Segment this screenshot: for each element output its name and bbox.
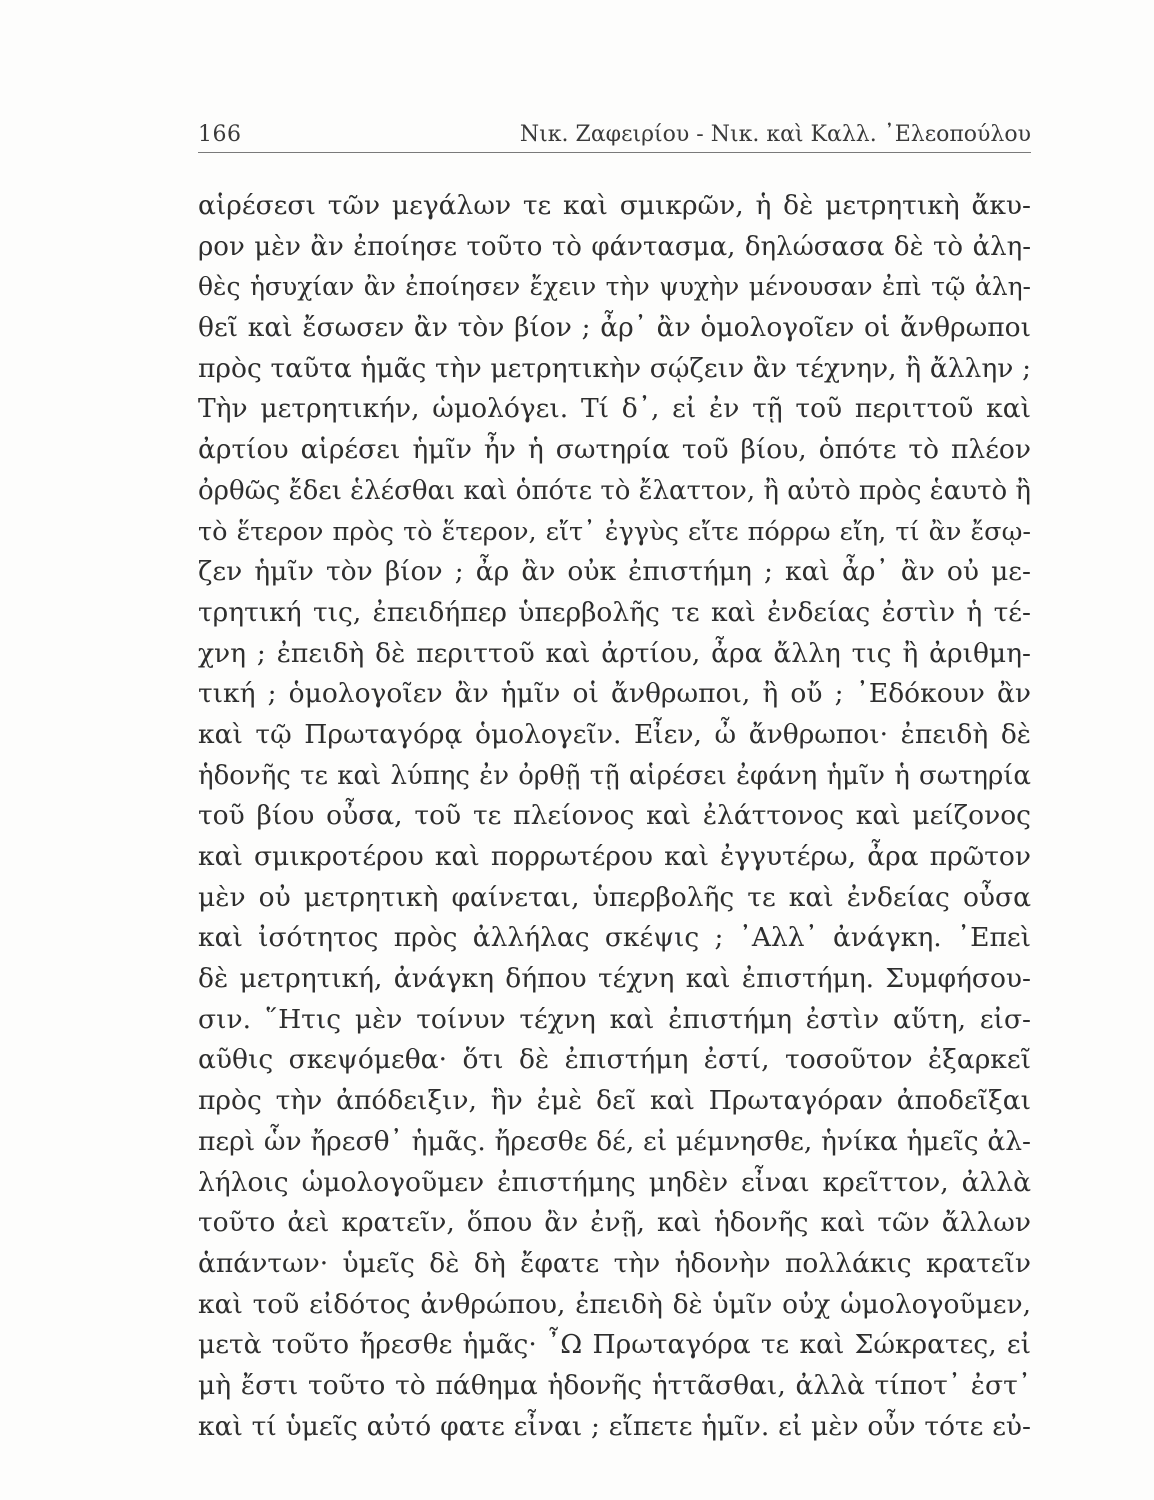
text-line: τική ; ὁμολογοῖεν ἂν ἡμῖν οἱ ἄνθρωποι, ἢ οὔ ; ᾿Εδόκουν ἂν: [198, 678, 1031, 710]
text-line: θὲς ἡσυχίαν ἂν ἐποίησεν ἔχειν τὴν ψυχὴν μένουσαν ἐπὶ τῷ ἀλη-: [198, 272, 1031, 302]
text-line: μὲν οὐ μετρητικὴ φαίνεται, ὑπερβολῆς τε καὶ ἐνδείας οὖσα: [198, 881, 1031, 913]
running-title: Νικ. Ζαφειρίου - Νικ. καὶ Καλλ. ᾿Ελεοπούλου: [519, 122, 1031, 147]
text-line: πρὸς ταῦτα ἡμᾶς τὴν μετρητικὴν σῴζειν ἂν τέχνην, ἢ ἄλλην ;: [198, 352, 1031, 384]
text-line: ἀρτίου αἱρέσει ἡμῖν ἦν ἡ σωτηρία τοῦ βίου, ὁπότε τὸ πλέον: [198, 434, 1031, 466]
text-line: λήλοις ὡμολογοῦμεν ἐπιστήμης μηδὲν εἶναι κρεῖττον, ἀλλὰ: [198, 1166, 1031, 1198]
text-line: τοῦ βίου οὖσα, τοῦ τε πλείονος καὶ ἐλάττονος καὶ μείζονος: [198, 800, 1031, 832]
text-line: μετὰ τοῦτο ἤρεσθε ἡμᾶς· ῏Ω Πρωταγόρα τε καὶ Σώκρατες, εἰ: [198, 1329, 1031, 1361]
text-line: θεῖ καὶ ἔσωσεν ἂν τὸν βίον ; ἆρ᾽ ἂν ὁμολογοῖεν οἱ ἄνθρωποι: [198, 312, 1031, 344]
text-line: ρον μὲν ἂν ἐποίησε τοῦτο τὸ φάντασμα, δηλώσασα δὲ τὸ ἀλη-: [198, 231, 1031, 262]
text-line: τρητική τις, ἐπειδήπερ ὑπερβολῆς τε καὶ ἐνδείας ἐστὶν ἡ τέ-: [198, 596, 1031, 628]
text-line: καὶ τῷ Πρωταγόρᾳ ὁμολογεῖν. Εἶεν, ὦ ἄνθρωποι· ἐπειδὴ δὲ: [198, 718, 1031, 750]
text-line: σιν. ῞Ητις μὲν τοίνυν τέχνη καὶ ἐπιστήμη ἐστὶν αὕτη, εἰσ-: [198, 1003, 1031, 1035]
text-line: καὶ τοῦ εἰδότος ἀνθρώπου, ἐπειδὴ δὲ ὑμῖν οὐχ ὡμολογοῦμεν,: [198, 1288, 1031, 1320]
text-line: χνη ; ἐπειδὴ δὲ περιττοῦ καὶ ἀρτίου, ἆρα ἄλλη τις ἢ ἀριθμη-: [198, 637, 1031, 669]
text-line: αῦθις σκεψόμεθα· ὅτι δὲ ἐπιστήμη ἐστί, τοσοῦτον ἐξαρκεῖ: [198, 1044, 1031, 1076]
header-rule: [198, 152, 1031, 153]
text-line: πρὸς τὴν ἀπόδειξιν, ἣν ἐμὲ δεῖ καὶ Πρωταγόραν ἀποδεῖξαι: [198, 1085, 1031, 1117]
text-line: τὸ ἕτερον πρὸς τὸ ἕτερον, εἴτ᾽ ἐγγὺς εἴτε πόρρω εἴη, τί ἂν ἔσῳ-: [198, 516, 1031, 547]
text-line: μὴ ἔστι τοῦτο τὸ πάθημα ἡδονῆς ἡττᾶσθαι, ἀλλὰ τίποτ᾽ ἐστ᾽: [198, 1369, 1031, 1401]
text-line: καὶ τί ὑμεῖς αὐτό φατε εἶναι ; εἴπετε ἡμῖν. εἰ μὲν οὖν τότε εὐ-: [198, 1410, 1031, 1442]
text-line: ἡδονῆς τε καὶ λύπης ἐν ὀρθῇ τῇ αἱρέσει ἐφάνη ἡμῖν ἡ σωτηρία: [198, 760, 1031, 791]
text-line: ἁπάντων· ὑμεῖς δὲ δὴ ἔφατε τὴν ἡδονὴν πολλάκις κρατεῖν: [198, 1247, 1031, 1279]
text-line: ὀρθῶς ἔδει ἑλέσθαι καὶ ὁπότε τὸ ἔλαττον, ἢ αὐτὸ πρὸς ἑαυτὸ ἢ: [198, 475, 1031, 506]
text-line: αἱρέσεσι τῶν μεγάλων τε καὶ σμικρῶν, ἡ δὲ μετρητικὴ ἄκυ-: [198, 190, 1031, 221]
page-number: 166: [198, 122, 242, 147]
text-line: καὶ σμικροτέρου καὶ πορρωτέρου καὶ ἐγγυτέρω, ἆρα πρῶτον: [198, 841, 1031, 872]
text-line: καὶ ἰσότητος πρὸς ἀλλήλας σκέψις ; ᾿Αλλ᾽ ἀνάγκη. ᾿Επεὶ: [198, 922, 1031, 954]
text-line: ζεν ἡμῖν τὸν βίον ; ἆρ ἂν οὐκ ἐπιστήμη ; καὶ ἆρ᾽ ἂν οὐ με-: [198, 556, 1031, 588]
text-line: περὶ ὧν ἤρεσθ᾽ ἡμᾶς. ἤρεσθε δέ, εἰ μέμνησθε, ἡνίκα ἡμεῖς ἀλ-: [198, 1125, 1031, 1157]
text-line: Τὴν μετρητικήν, ὡμολόγει. Τί δ᾽, εἰ ἐν τῇ τοῦ περιττοῦ καὶ: [198, 393, 1031, 425]
running-head: [198, 118, 1031, 154]
body-text: [198, 186, 1031, 1447]
text-line: τοῦτο ἀεὶ κρατεῖν, ὅπου ἂν ἐνῇ, καὶ ἡδονῆς καὶ τῶν ἄλλων: [198, 1207, 1031, 1239]
text-line: δὲ μετρητική, ἀνάγκη δήπου τέχνη καὶ ἐπιστήμη. Συμφήσου-: [198, 963, 1031, 995]
